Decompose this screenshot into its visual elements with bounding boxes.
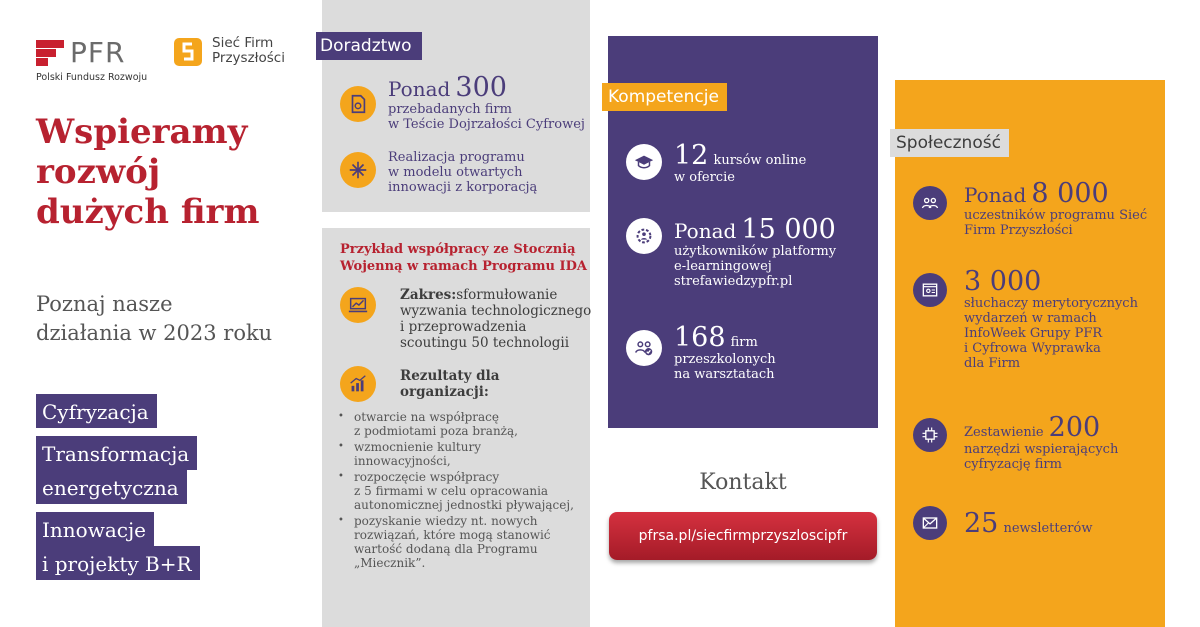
courses-line2: w ofercie <box>674 170 735 185</box>
list-item: • wzmocnienie kultury innowacyjności, <box>334 440 590 468</box>
subhead-line-2: działania w 2023 roku <box>36 321 273 345</box>
graduation-cap-icon <box>626 144 662 180</box>
doradztwo-item1-line1: przebadanych firm <box>388 102 512 117</box>
contact-link-button[interactable]: pfrsa.pl/siecfirmprzyszloscipfr <box>609 512 877 560</box>
users-line2: e-learningowej <box>674 259 772 274</box>
example-title-line2: Wojenną w ramach Programu IDA <box>340 259 587 274</box>
trained-line2: przeszkolonych <box>674 352 776 367</box>
users-line1: użytkowników platformy <box>674 244 837 259</box>
zakres-text-1: sformułowanie <box>456 287 558 303</box>
sfp-line-2: Przyszłości <box>212 50 285 66</box>
newsletters-line1: newsletterów <box>1003 521 1093 536</box>
kompetencje-item-2 <box>674 216 836 289</box>
subhead-line-1: Poznaj nasze <box>36 292 173 316</box>
kompetencje-item-3 <box>674 324 776 382</box>
laptop-chart-icon <box>340 287 376 323</box>
list-item: • rozpoczęcie współpracy z 5 firmami w celu opracowania autonomicznej jednostki pływającej, <box>334 470 590 512</box>
headline-line-3: dużych firm <box>36 192 260 232</box>
doradztwo-item2-line2: w modelu otwartych <box>388 165 523 180</box>
doradztwo-item2-line1: Realizacja programu <box>388 150 525 165</box>
document-icon <box>340 86 376 122</box>
headline-line-1: Wspieramy <box>36 112 248 152</box>
tools-prefix: Zestawienie <box>964 425 1044 440</box>
doradztwo-item-2 <box>388 150 537 195</box>
trained-number: 168 <box>674 322 726 353</box>
spark-icon <box>340 152 376 188</box>
spolecznosc-item-4 <box>964 510 1092 538</box>
spolecznosc-item-2 <box>964 268 1138 371</box>
listeners-line2: wydarzeń w ramach <box>964 311 1097 326</box>
topic-tags <box>36 394 200 588</box>
doradztwo-item1-line2: w Teście Dojrzałości Cyfrowej <box>388 117 585 132</box>
webinar-icon <box>913 273 947 307</box>
gear-people-icon <box>626 218 662 254</box>
courses-line1: kursów online <box>713 153 807 168</box>
kontakt-label: Kontakt <box>699 470 787 495</box>
tag-projekty-br: i projekty B+R <box>36 546 200 580</box>
tag-transformacja: Transformacja <box>36 436 197 470</box>
list-item: • pozyskanie wiedzy nt. nowych rozwiązań, które mogą stanowić wartość dodaną dla Programu „Miecznik”. <box>334 514 590 570</box>
sfp-mark-icon <box>174 38 202 66</box>
listeners-line5: dla Firm <box>964 356 1021 371</box>
doradztwo-title: Doradztwo <box>316 32 422 60</box>
participants-icon <box>913 186 947 220</box>
subheadline <box>36 290 306 348</box>
doradztwo-item-1 <box>388 74 585 132</box>
spolecznosc-item-3 <box>964 414 1118 472</box>
doradztwo-item2-line3: innowacji z korporacją <box>388 180 538 195</box>
list-item: • otwarcie na współpracę z podmiotami poza branżą, <box>334 410 590 438</box>
pfr-subtitle: Polski Fundusz Rozwoju <box>36 72 148 83</box>
sfp-line-1: Sieć Firm <box>212 35 274 51</box>
users-number: 15 000 <box>741 214 836 245</box>
doradztwo-prefix: Ponad <box>388 77 451 101</box>
rezultaty-block <box>400 368 500 400</box>
users-line3: strefawiedzypfr.pl <box>674 274 793 289</box>
chip-icon <box>913 418 947 452</box>
pfr-logo <box>36 38 156 88</box>
zakres-text-2: wyzwania technologicznego <box>400 303 592 319</box>
kompetencje-title: Kompetencje <box>602 83 727 111</box>
trained-line3: na warsztatach <box>674 367 775 382</box>
tag-cyfryzacja: Cyfryzacja <box>36 394 157 428</box>
tools-line1: narzędzi wspierających <box>964 442 1119 457</box>
zakres-text-4: scoutingu 50 technologii <box>400 335 570 351</box>
users-prefix: Ponad <box>674 219 737 243</box>
example-title <box>340 241 587 275</box>
zakres-text-3: i przeprowadzenia <box>400 319 527 335</box>
rezultaty-line1: Rezultaty dla <box>400 368 500 384</box>
tools-number: 200 <box>1048 412 1101 443</box>
team-check-icon <box>626 330 662 366</box>
pfr-mark-icon <box>36 40 64 66</box>
listeners-line4: i Cyfrowa Wyprawka <box>964 341 1101 356</box>
listeners-line3: InfoWeek Grupy PFR <box>964 326 1103 341</box>
headline <box>36 112 306 232</box>
participants-prefix: Ponad <box>964 183 1027 207</box>
zakres-block <box>400 287 591 351</box>
tools-line2: cyfryzację firm <box>964 457 1062 472</box>
participants-line1: uczestników programu Sieć <box>964 208 1148 223</box>
sfp-logo <box>174 36 304 76</box>
sfp-text <box>212 36 285 66</box>
newsletters-number: 25 <box>964 508 999 539</box>
tag-energetyczna: energetyczna <box>36 470 187 504</box>
trained-line1: firm <box>730 335 758 350</box>
growth-chart-icon <box>340 366 376 402</box>
courses-number: 12 <box>674 140 709 171</box>
tag-innowacje: Innowacje <box>36 512 154 546</box>
spolecznosc-item-1 <box>964 180 1147 238</box>
example-title-line1: Przykład współpracy ze Stocznią <box>340 242 576 257</box>
rezultaty-line2: organizacji: <box>400 384 489 400</box>
spolecznosc-title: Społeczność <box>890 129 1009 157</box>
doradztwo-number: 300 <box>455 72 507 103</box>
participants-number: 8 000 <box>1031 178 1109 209</box>
results-list <box>334 410 590 572</box>
mail-icon <box>913 506 947 540</box>
listeners-number: 3 000 <box>964 266 1042 297</box>
kompetencje-item-1 <box>674 142 806 185</box>
pfr-wordmark: PFR <box>70 36 126 69</box>
listeners-line1: słuchaczy merytorycznych <box>964 296 1138 311</box>
zakres-label: Zakres: <box>400 287 457 303</box>
participants-line2: Firm Przyszłości <box>964 223 1073 238</box>
headline-line-2: rozwój <box>36 152 161 192</box>
